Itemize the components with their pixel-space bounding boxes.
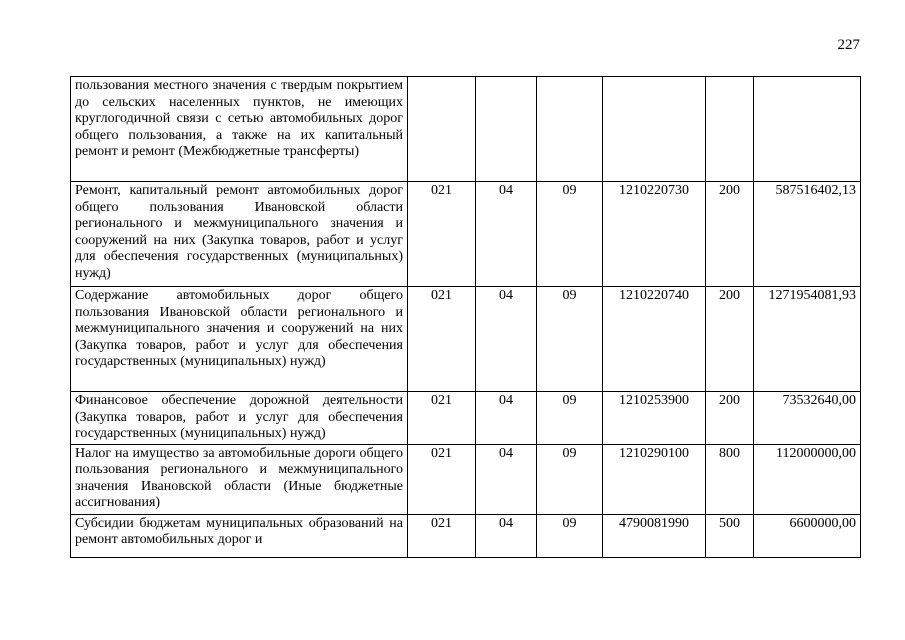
section-code xyxy=(476,77,537,182)
amount-value: 1271954081,93 xyxy=(754,287,861,392)
amount-value xyxy=(754,77,861,182)
target-article-code: 4790081990 xyxy=(603,514,706,557)
expense-type-code: 800 xyxy=(706,444,754,514)
amount-value: 73532640,00 xyxy=(754,392,861,445)
subsection-code: 09 xyxy=(537,444,603,514)
expense-type-code: 200 xyxy=(706,287,754,392)
table-row xyxy=(71,444,861,514)
amount-value: 6600000,00 xyxy=(754,514,861,557)
ministry-code: 021 xyxy=(408,182,476,287)
ministry-code: 021 xyxy=(408,287,476,392)
ministry-code xyxy=(408,77,476,182)
budget-table xyxy=(70,76,861,558)
target-article-code: 1210253900 xyxy=(603,392,706,445)
subsection-code: 09 xyxy=(537,514,603,557)
table-row xyxy=(71,392,861,445)
table-row xyxy=(71,514,861,557)
page-number: 227 xyxy=(837,37,860,53)
subsection-code: 09 xyxy=(537,392,603,445)
row-description: Субсидии бюджетам муниципальных образований на ремонт автомобильных дорог и xyxy=(71,514,408,557)
amount-value: 587516402,13 xyxy=(754,182,861,287)
amount-value: 112000000,00 xyxy=(754,444,861,514)
section-code: 04 xyxy=(476,287,537,392)
table-row xyxy=(71,287,861,392)
target-article-code: 1210220740 xyxy=(603,287,706,392)
subsection-code: 09 xyxy=(537,182,603,287)
row-description: Содержание автомобильных дорог общего пользования Ивановской области регионального и межмуниципального значения и сооружений на них (Закупка товаров, работ и услуг для обеспечения государственных (муниципальных) нужд) xyxy=(71,287,408,392)
expense-type-code: 200 xyxy=(706,182,754,287)
section-code: 04 xyxy=(476,392,537,445)
subsection-code: 09 xyxy=(537,287,603,392)
target-article-code: 1210220730 xyxy=(603,182,706,287)
section-code: 04 xyxy=(476,182,537,287)
target-article-code xyxy=(603,77,706,182)
row-description: Налог на имущество за автомобильные дороги общего пользования регионального и межмуниципального значения Ивановской области (Иные бюджетные ассигнования) xyxy=(71,444,408,514)
row-description: Финансовое обеспечение дорожной деятельности (Закупка товаров, работ и услуг для обеспечения государственных (муниципальных) нужд) xyxy=(71,392,408,445)
target-article-code: 1210290100 xyxy=(603,444,706,514)
expense-type-code xyxy=(706,77,754,182)
row-description: Ремонт, капитальный ремонт автомобильных дорог общего пользования Ивановской области регионального и межмуниципального значения и сооружений на них (Закупка товаров, работ и услуг для обеспечения государственных (муниципальных) нужд) xyxy=(71,182,408,287)
subsection-code xyxy=(537,77,603,182)
section-code: 04 xyxy=(476,514,537,557)
expense-type-code: 200 xyxy=(706,392,754,445)
section-code: 04 xyxy=(476,444,537,514)
expense-type-code: 500 xyxy=(706,514,754,557)
ministry-code: 021 xyxy=(408,514,476,557)
ministry-code: 021 xyxy=(408,392,476,445)
ministry-code: 021 xyxy=(408,444,476,514)
table-row xyxy=(71,182,861,287)
row-description: пользования местного значения с твердым покрытием до сельских населенных пунктов, не имеющих круглогодичной связи с сетью автомобильных дорог общего пользования, а также на их капитальный ремонт и ремонт (Межбюджетные трансферты) xyxy=(71,77,408,182)
table-row xyxy=(71,77,861,182)
